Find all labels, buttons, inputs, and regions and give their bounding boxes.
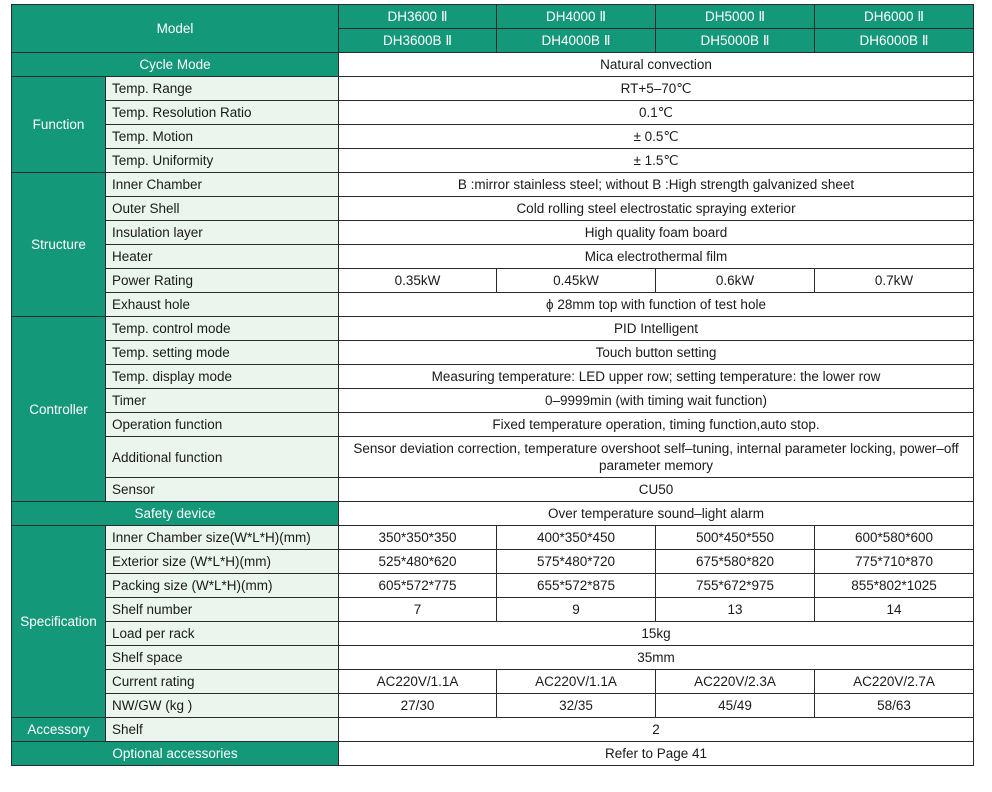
row-value: ± 1.5℃ xyxy=(339,149,974,173)
cell-value: 14 xyxy=(815,598,974,622)
controller-row xyxy=(12,437,974,478)
cell-value: 575*480*720 xyxy=(497,550,656,574)
controller-row xyxy=(12,413,974,437)
function-row xyxy=(12,77,974,101)
specification-group: Specification xyxy=(12,526,106,718)
cycle-mode-value: Natural convection xyxy=(339,53,974,77)
cell-value: 32/35 xyxy=(497,694,656,718)
controller-row xyxy=(12,365,974,389)
model-name: DH5000 Ⅱ xyxy=(656,5,815,29)
function-row xyxy=(12,125,974,149)
cell-value: 500*450*550 xyxy=(656,526,815,550)
cell-value: 775*710*870 xyxy=(815,550,974,574)
specification-row xyxy=(12,550,974,574)
cell-value: AC220V/2.3A xyxy=(656,670,815,694)
model-name: DH4000 Ⅱ xyxy=(497,5,656,29)
row-value: 35mm xyxy=(339,646,974,670)
cell-value: 7 xyxy=(339,598,497,622)
row-label: Shelf number xyxy=(106,598,339,622)
cell-value: 525*480*620 xyxy=(339,550,497,574)
row-value: 15kg xyxy=(339,622,974,646)
row-value: ϕ 28mm top with function of test hole xyxy=(339,293,974,317)
cell-value: 655*572*875 xyxy=(497,574,656,598)
row-label: Temp. Resolution Ratio xyxy=(106,101,339,125)
row-label: Temp. Uniformity xyxy=(106,149,339,173)
cell-value: 855*802*1025 xyxy=(815,574,974,598)
cell-value: 400*350*450 xyxy=(497,526,656,550)
row-label: Current rating xyxy=(106,670,339,694)
row-label: Heater xyxy=(106,245,339,269)
row-value: Touch button setting xyxy=(339,341,974,365)
specification-row xyxy=(12,646,974,670)
cell-value: 350*350*350 xyxy=(339,526,497,550)
row-value: 0.1℃ xyxy=(339,101,974,125)
model-name-b: DH3600B Ⅱ xyxy=(339,29,497,53)
specification-row xyxy=(12,598,974,622)
structure-row xyxy=(12,269,974,293)
function-group: Function xyxy=(12,77,106,173)
controller-row xyxy=(12,341,974,365)
row-label: Timer xyxy=(106,389,339,413)
specification-row xyxy=(12,694,974,718)
row-value: Mica electrothermal film xyxy=(339,245,974,269)
row-label: Additional function xyxy=(106,437,339,478)
row-value: 0–9999min (with timing wait function) xyxy=(339,389,974,413)
accessory-row xyxy=(12,718,974,742)
row-label: Operation function xyxy=(106,413,339,437)
row-value: Sensor deviation correction, temperature overshoot self–tuning, internal parameter locking, power–off parameter memory xyxy=(339,437,974,478)
row-value: 2 xyxy=(339,718,974,742)
cell-value: 605*572*775 xyxy=(339,574,497,598)
row-label: Sensor xyxy=(106,478,339,502)
safety-value: Over temperature sound–light alarm xyxy=(339,502,974,526)
model-name-b: DH6000B Ⅱ xyxy=(815,29,974,53)
row-label: Temp. display mode xyxy=(106,365,339,389)
row-label: Temp. Range xyxy=(106,77,339,101)
row-label: Inner Chamber xyxy=(106,173,339,197)
cell-value: 9 xyxy=(497,598,656,622)
cell-value: 0.7kW xyxy=(815,269,974,293)
row-value: ± 0.5℃ xyxy=(339,125,974,149)
structure-row xyxy=(12,293,974,317)
row-label: Load per rack xyxy=(106,622,339,646)
row-label: Insulation layer xyxy=(106,221,339,245)
specification-row xyxy=(12,526,974,550)
cell-value: 0.35kW xyxy=(339,269,497,293)
model-name-b: DH5000B Ⅱ xyxy=(656,29,815,53)
structure-row xyxy=(12,197,974,221)
structure-row xyxy=(12,221,974,245)
safety-row xyxy=(12,502,974,526)
row-label: Temp. setting mode xyxy=(106,341,339,365)
accessory-group: Accessory xyxy=(12,718,106,742)
optional-row xyxy=(12,742,974,766)
row-value: PID Intelligent xyxy=(339,317,974,341)
cell-value: 58/63 xyxy=(815,694,974,718)
cell-value: 45/49 xyxy=(656,694,815,718)
row-label: Exhaust hole xyxy=(106,293,339,317)
row-value: Measuring temperature: LED upper row; setting temperature: the lower row xyxy=(339,365,974,389)
cell-value: 27/30 xyxy=(339,694,497,718)
row-value: Fixed temperature operation, timing function,auto stop. xyxy=(339,413,974,437)
row-label: Temp. Motion xyxy=(106,125,339,149)
controller-row xyxy=(12,317,974,341)
spec-table xyxy=(11,4,974,766)
row-label: Shelf xyxy=(106,718,339,742)
optional-value: Refer to Page 41 xyxy=(339,742,974,766)
cycle-mode-label: Cycle Mode xyxy=(12,53,339,77)
model-name: DH3600 Ⅱ xyxy=(339,5,497,29)
row-label: Temp. control mode xyxy=(106,317,339,341)
structure-row xyxy=(12,173,974,197)
row-label: Power Rating xyxy=(106,269,339,293)
model-label: Model xyxy=(12,5,339,53)
safety-label: Safety device xyxy=(12,502,339,526)
row-label: Exterior size (W*L*H)(mm) xyxy=(106,550,339,574)
controller-group: Controller xyxy=(12,317,106,502)
specification-row xyxy=(12,622,974,646)
function-row xyxy=(12,149,974,173)
specification-row xyxy=(12,574,974,598)
cell-value: AC220V/2.7A xyxy=(815,670,974,694)
controller-row xyxy=(12,389,974,413)
specification-row xyxy=(12,670,974,694)
cell-value: 755*672*975 xyxy=(656,574,815,598)
cell-value: 13 xyxy=(656,598,815,622)
optional-label: Optional accessories xyxy=(12,742,339,766)
model-name: DH6000 Ⅱ xyxy=(815,5,974,29)
cell-value: 675*580*820 xyxy=(656,550,815,574)
row-value: Cold rolling steel electrostatic spraying exterior xyxy=(339,197,974,221)
cell-value: 0.6kW xyxy=(656,269,815,293)
row-label: Shelf space xyxy=(106,646,339,670)
model-name-b: DH4000B Ⅱ xyxy=(497,29,656,53)
row-label: NW/GW (kg ) xyxy=(106,694,339,718)
cycle-mode-row xyxy=(12,53,974,77)
row-label: Inner Chamber size(W*L*H)(mm) xyxy=(106,526,339,550)
cell-value: 0.45kW xyxy=(497,269,656,293)
model-row-1 xyxy=(12,5,974,29)
controller-row xyxy=(12,478,974,502)
structure-row xyxy=(12,245,974,269)
row-value: B :mirror stainless steel; without B :High strength galvanized sheet xyxy=(339,173,974,197)
row-value: CU50 xyxy=(339,478,974,502)
cell-value: 600*580*600 xyxy=(815,526,974,550)
function-row xyxy=(12,101,974,125)
row-value: High quality foam board xyxy=(339,221,974,245)
row-label: Packing size (W*L*H)(mm) xyxy=(106,574,339,598)
cell-value: AC220V/1.1A xyxy=(339,670,497,694)
structure-group: Structure xyxy=(12,173,106,317)
cell-value: AC220V/1.1A xyxy=(497,670,656,694)
row-value: RT+5–70℃ xyxy=(339,77,974,101)
row-label: Outer Shell xyxy=(106,197,339,221)
